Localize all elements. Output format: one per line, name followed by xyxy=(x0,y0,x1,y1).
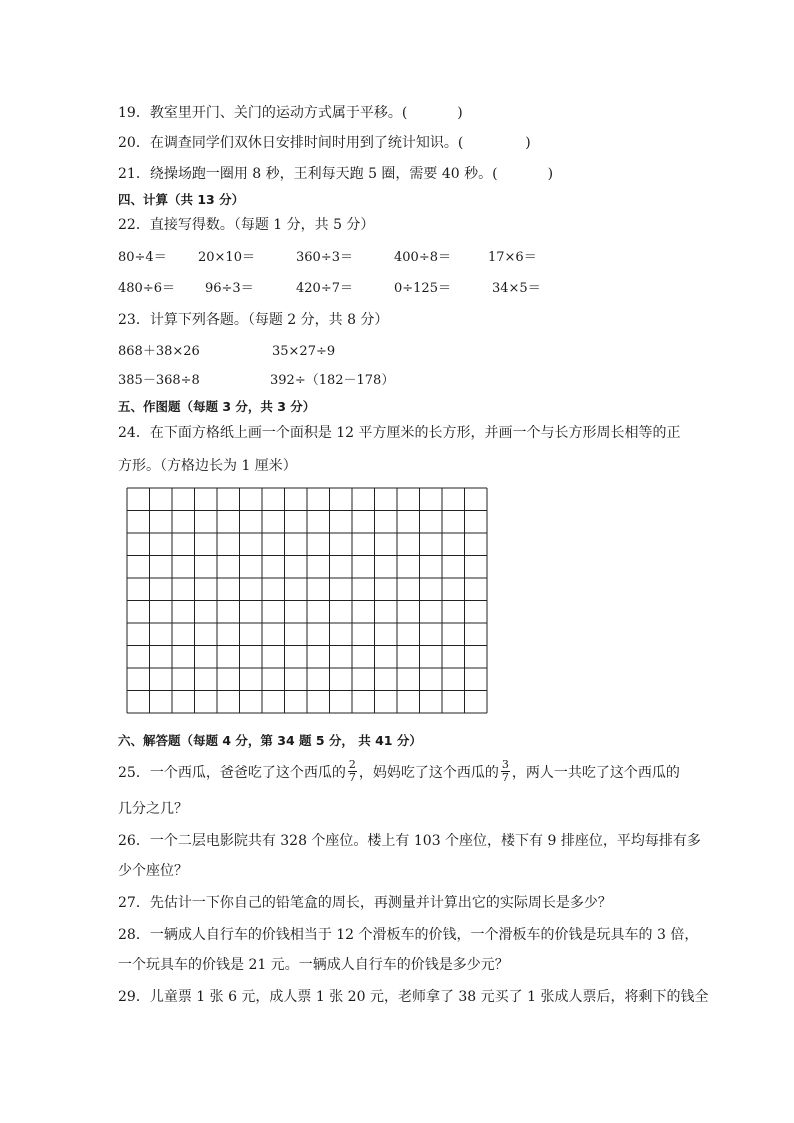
question-27: 27．先估计一下你自己的铅笔盒的周长，再测量并计算出它的实际周长是多少？ xyxy=(118,895,612,911)
oral-calc-item: 360÷3＝ xyxy=(296,250,353,265)
fraction-3-7 xyxy=(501,759,510,784)
question-28-line-1: 28．一辆成人自行车的价钱相当于 12 个滑板车的价钱，一个滑板车的价钱是玩具车的 3 倍， xyxy=(118,927,699,943)
question-25-part-3: ，两人一共吃了这个西瓜的 xyxy=(511,765,680,781)
question-24-line-2: 方形。（方格边长为 1 厘米） xyxy=(118,458,297,474)
calc-item: 392÷（182－178） xyxy=(270,373,395,388)
section-5-heading: 五、作图题（每题 3 分，共 3 分） xyxy=(118,399,316,414)
fraction-denominator: 7 xyxy=(348,770,356,784)
oral-calc-item: 17×6＝ xyxy=(488,250,537,265)
question-22: 22．直接写得数。（每题 1 分，共 5 分） xyxy=(118,217,375,233)
fraction-numerator: 2 xyxy=(348,757,356,771)
question-19-close: ) xyxy=(457,105,463,121)
question-19 xyxy=(118,103,463,123)
question-29-line-1: 29．儿童票 1 张 6 元，成人票 1 张 20 元，老师拿了 38 元买了 1 张成人票后，将剩下的钱全 xyxy=(118,989,709,1005)
oral-calc-item: 0÷125＝ xyxy=(394,281,451,296)
question-24-line-1: 24．在下面方格纸上画一个面积是 12 平方厘米的长方形，并画一个与长方形周长相等的正 xyxy=(118,425,681,441)
question-21 xyxy=(118,164,553,184)
oral-calc-item: 96÷3＝ xyxy=(205,281,254,296)
question-20-text: 20．在调查同学们双休日安排时间时用到了统计知识。( xyxy=(118,135,464,151)
calc-item: 868＋38×26 xyxy=(118,344,200,359)
question-26-line-1: 26．一个二层电影院共有 328 个座位。楼上有 103 个座位，楼下有 9 排座位，平均每排有多 xyxy=(118,833,701,849)
question-20-close: ) xyxy=(525,135,531,151)
question-19-text: 19．教室里开门、关门的运动方式属于平移。( xyxy=(118,105,408,121)
question-28-line-2: 一个玩具车的价钱是 21 元。一辆成人自行车的价钱是多少元？ xyxy=(118,957,509,973)
fraction-denominator: 7 xyxy=(501,770,509,784)
question-20 xyxy=(118,133,531,153)
section-6-heading: 六、解答题（每题 4 分，第 34 题 5 分， 共 41 分） xyxy=(118,733,422,748)
section-4-heading: 四、计算（共 13 分） xyxy=(118,192,245,207)
oral-calc-item: 480÷6＝ xyxy=(118,281,175,296)
calc-item: 35×27÷9 xyxy=(272,344,336,359)
oral-calc-item: 400÷8＝ xyxy=(394,250,451,265)
oral-calc-item: 80÷4＝ xyxy=(118,250,167,265)
oral-calc-item: 34×5＝ xyxy=(492,281,541,296)
calc-item: 385－368÷8 xyxy=(118,373,200,388)
question-25-part-2: ，妈妈吃了这个西瓜的 xyxy=(358,765,499,781)
square-grid-paper[interactable] xyxy=(126,487,488,724)
oral-calc-item: 20×10＝ xyxy=(198,250,255,265)
fraction-numerator: 3 xyxy=(501,757,509,771)
question-25-line-2: 几分之几？ xyxy=(118,801,188,817)
oral-calc-item: 420÷7＝ xyxy=(296,281,353,296)
question-26-line-2: 少个座位？ xyxy=(118,863,188,879)
question-21-close: ) xyxy=(547,166,554,182)
question-25-part-1: 25．一个西瓜，爸爸吃了这个西瓜的 xyxy=(118,765,346,781)
question-23: 23．计算下列各题。（每题 2 分，共 8 分） xyxy=(118,312,389,328)
question-25-line-1 xyxy=(118,757,680,786)
question-21-text: 21．绕操场跑一圈用 8 秒，王利每天跑 5 圈，需要 40 秒。( xyxy=(118,166,498,182)
fraction-2-7 xyxy=(348,759,357,784)
